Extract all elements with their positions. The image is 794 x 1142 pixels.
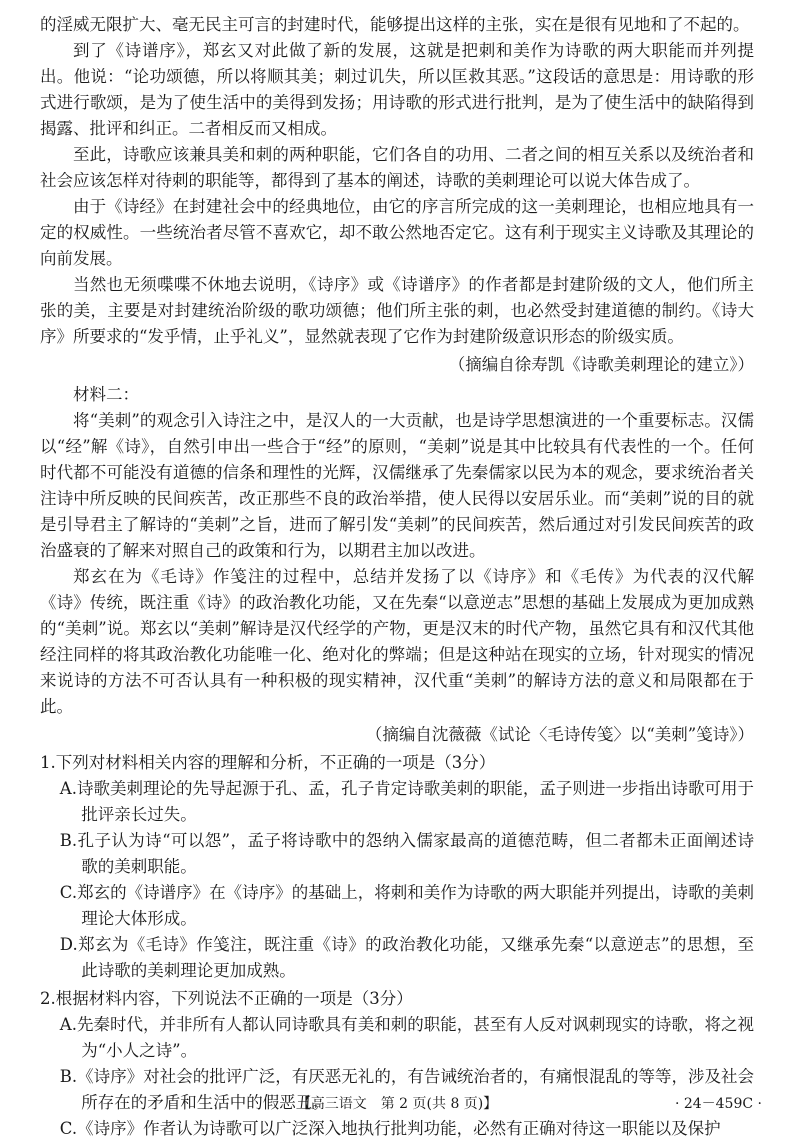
paragraph: 将“美刺”的观念引入诗注之中，是汉人的一大贡献，也是诗学思想演进的一个重要标志。汉儒以“经”解《诗》，自然引申出一些合于“经”的原则，“美刺”说是其中比较具有代表性的一个。任何时代都不可能没有道德的信条和理性的光辉，汉儒继承了先秦儒家以民为本的观念，要求统治者关注诗中所反映的民间疾苦，改正那些不良的政治举措，使人民得以安居乐业。而“美刺”说的目的就是引导君主了解诗的“美刺”之旨，进而了解引发“美刺”的民间疾苦，然后通过对引发民间疾苦的政治盛衰的了解来对照自己的政策和行为，以期君主加以改进。 [40, 411, 754, 560]
paragraph: 到了《诗谱序》，郑玄又对此做了新的发展，这就是把刺和美作为诗歌的两大职能而并列提出。他说：“论功颂德，所以将顺其美；刺过讥失，所以匡救其恶。”这段话的意思是：用诗歌的形式进行歌颂，是为了使生活中的美得到发扬；用诗歌的形式进行批判，是为了使生活中的缺陷得到揭露、批评和纠正。二者相反而又相成。 [40, 41, 754, 138]
answer-option: B.孔子认为诗“可以怨”，孟子将诗歌中的怨纳入儒家最高的道德范畴，但二者都未正面阐述诗歌的美刺职能。 [59, 831, 754, 876]
answer-option: B.《诗序》对社会的批评广泛，有厌恶无礼的，有告诫统治者的，有痛恨混乱的等等，涉及社会所存在的矛盾和生活中的假恶丑。 [59, 1067, 754, 1112]
paragraph: 当然也无须喋喋不休地去说明，《诗序》或《诗谱序》的作者都是封建阶级的文人，他们所主张的美，主要是对封建统治阶级的歌功颂德；他们所主张的刺，也必然受封建道德的制约。《诗大序》所要求的“发乎情，止乎礼义”，显然就表现了它作为封建阶级意识形态的阶级实质。 [40, 275, 754, 346]
answer-option: C.郑玄的《诗谱序》在《诗序》的基础上，将刺和美作为诗歌的两大职能并列提出，诗歌的美刺理论大体形成。 [59, 883, 754, 928]
footer-page-label: 【高三语文 第 2 页(共 8 页)】 [296, 1096, 498, 1112]
question-list [40, 750, 754, 1142]
source-citation-2: （摘编自沈薇薇《试论〈毛诗传笺〉以“美刺”笺诗》） [365, 725, 754, 744]
answer-option: A.诗歌美刺理论的先导起源于孔、孟，孔子肯定诗歌美刺的职能，孟子则进一步指出诗歌可用于批评亲长过失。 [59, 779, 754, 824]
question-block [40, 986, 754, 1142]
answer-option: D.郑玄为《毛诗》作笺注，既注重《诗》的政治教化功能，又继承先秦“以意逆志”的思想，至此诗歌的美刺理论更加成熟。 [59, 935, 754, 980]
material-one-continuation [40, 12, 754, 350]
page-content [40, 12, 754, 1142]
source-citation-1: （摘编自徐寿凯《诗歌美刺理论的建立》） [448, 355, 754, 374]
paragraph: 郑玄在为《毛诗》作笺注的过程中，总结并发扬了以《诗序》和《毛传》为代表的汉代解《诗》传统，既注重《诗》的政治教化功能，又在先秦“以意逆志”思想的基础上发展成为更加成熟的“美刺”说。郑玄以“美刺”解诗是汉代经学的产物，更是汉末的时代产物，虽然它具有和汉代其他经注同样的将其政治教化功能唯一化、绝对化的弊端；但是这种站在现实的立场，针对现实的情况来说诗的方法不可否认具有一种积极的现实精神，汉代重“美刺”的解诗方法的意义和局限都在于此。 [40, 567, 754, 716]
paragraph: 的淫威无限扩大、毫无民主可言的封建时代，能够提出这样的主张，实在是很有见地和了不起的。 [40, 15, 750, 34]
footer-exam-code: · 24－459C · [674, 1096, 762, 1112]
question-block [40, 750, 754, 984]
question-stem: 1.下列对材料相关内容的理解和分析，不正确的一项是（3分） [40, 753, 496, 772]
paragraph: 至此，诗歌应该兼具美和刺的两种职能，它们各自的功用、二者之间的相互关系以及统治者和社会应该怎样对待刺的职能等，都得到了基本的阐述，诗歌的美刺理论可以说大体告成了。 [40, 145, 754, 190]
material-two-heading: 材料二： [73, 385, 139, 404]
answer-option: A.先秦时代，并非所有人都认同诗歌具有美和刺的职能，甚至有人反对讽刺现实的诗歌，将之视为“小人之诗”。 [59, 1015, 754, 1060]
answer-option: C.《诗序》作者认为诗歌可以广泛深入地执行批判功能，必然有正确对待这一职能以及保护 [59, 1119, 721, 1138]
material-two-body [40, 408, 754, 720]
question-stem: 2.根据材料内容，下列说法不正确的一项是（3分） [40, 989, 413, 1008]
page-footer [0, 1093, 794, 1117]
paragraph: 由于《诗经》在封建社会中的经典地位，由它的序言所完成的这一美刺理论，也相应地具有一定的权威性。一些统治者尽管不喜欢它，却不敢公然地否定它。这有利于现实主义诗歌及其理论的向前发展。 [40, 197, 754, 268]
